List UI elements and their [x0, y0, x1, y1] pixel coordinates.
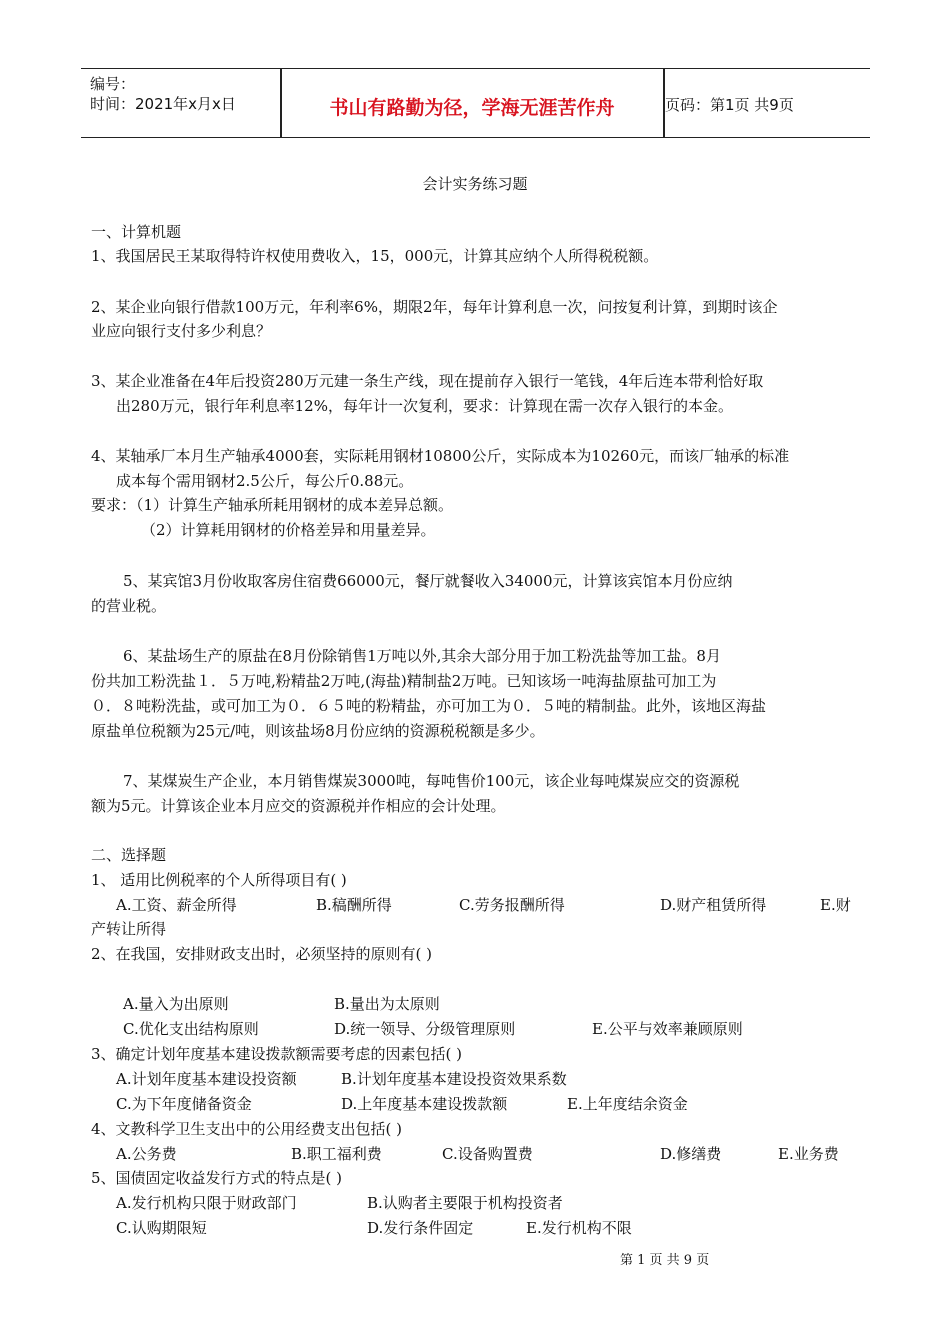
- choice-5-option-b: B.认购者主要限于机构投资者: [367, 1194, 563, 1212]
- choice-1-option-c: C.劳务报酬所得: [459, 896, 565, 914]
- choice-2-stem: 2、在我国，安排财政支出时，必须坚持的原则有( ): [91, 945, 433, 963]
- question-6-line-2: 份共加工粉洗盐１．５万吨,粉精盐2万吨,(海盐)精制盐2万吨。已知该场一吨海盐原盐可加工为: [91, 672, 717, 690]
- question-5-line-2: 的营业税。: [91, 597, 167, 615]
- choice-3-stem: 3、确定计划年度基本建设拨款额需要考虑的因素包括( ): [91, 1045, 463, 1063]
- choice-3-option-d: D.上年度基本建设拨款额: [341, 1095, 508, 1113]
- choice-4-option-a: A.公务费: [116, 1145, 177, 1163]
- question-7-line-1: 7、某煤炭生产企业，本月销售煤炭3000吨，每吨售价100元，该企业每吨煤炭应交的资源税: [123, 772, 740, 790]
- page-footer: 第 1 页 共 9 页: [620, 1253, 710, 1268]
- document-header: [81, 68, 870, 138]
- choice-2-option-c: C.优化支出结构原则: [123, 1020, 259, 1038]
- header-motto: 书山有路勤为径，学海无涯苦作舟: [329, 97, 615, 119]
- question-4-line-2: 成本每个需用钢材2.5公斤，每公斤0.88元。: [116, 472, 414, 490]
- choice-1-option-e-continued: 产转让所得: [91, 920, 167, 938]
- choice-4-option-b: B.职工福利费: [291, 1145, 382, 1163]
- section-heading-calculation: 一、计算机题: [91, 223, 182, 241]
- question-3-line-1: 3、某企业准备在4年后投资280万元建一条生产线，现在提前存入银行一笔钱，4年后连本带利恰好取: [91, 372, 764, 390]
- question-6-line-3: ０．８吨粉洗盐，或可加工为０．６５吨的粉精盐，亦可加工为０．５吨的精制盐。此外，该地区海盐: [91, 697, 767, 715]
- question-4-requirement-2: （2）计算耗用钢材的价格差异和用量差异。: [141, 521, 436, 539]
- question-6-line-4: 原盐单位税额为25元/吨，则该盐场8月份应纳的资源税税额是多少。: [91, 722, 545, 740]
- choice-4-stem: 4、文教科学卫生支出中的公用经费支出包括( ): [91, 1120, 403, 1138]
- choice-2-option-a: A.量入为出原则: [123, 995, 229, 1013]
- choice-1-stem: 1、 适用比例税率的个人所得项目有( ): [91, 871, 347, 889]
- question-4-line-1: 4、某轴承厂本月生产轴承4000套，实际耗用钢材10800公斤，实际成本为10260元，而该厂轴承的标准: [91, 447, 790, 465]
- choice-3-option-e: E.上年度结余资金: [567, 1095, 688, 1113]
- choice-5-option-a: A.发行机构只限于财政部门: [116, 1194, 297, 1212]
- document-title: 会计实务练习题: [422, 175, 528, 193]
- choice-1-option-a: A.工资、薪金所得: [116, 896, 237, 914]
- choice-4-option-e: E.业务费: [778, 1145, 839, 1163]
- section-heading-choice: 二、选择题: [91, 846, 167, 864]
- question-1: 1、我国居民王某取得特许权使用费收入，15，000元，计算其应纳个人所得税税额。: [91, 247, 659, 265]
- header-page-info: 页码：第1页 共9页: [665, 96, 794, 114]
- choice-3-option-c: C.为下年度储备资金: [116, 1095, 252, 1113]
- choice-5-option-e: E.发行机构不限: [526, 1219, 632, 1237]
- document-number-label: 编号：: [90, 75, 136, 93]
- choice-2-option-d: D.统一领导、分级管理原则: [334, 1020, 516, 1038]
- choice-3-option-b: B.计划年度基本建设投资效果系数: [341, 1070, 567, 1088]
- question-2-line-1: 2、某企业向银行借款100万元，年利率6%，期限2年，每年计算利息一次，问按复利计算，到期时该企: [91, 298, 778, 316]
- question-5-line-1: 5、某宾馆3月份收取客房住宿费66000元，餐厅就餐收入34000元，计算该宾馆本月份应纳: [123, 572, 733, 590]
- choice-2-option-e: E.公平与效率兼顾原则: [592, 1020, 743, 1038]
- choice-1-option-b: B.稿酬所得: [316, 896, 392, 914]
- question-3-line-2: 出280万元，银行年利息率12%，每年计一次复利，要求：计算现在需一次存入银行的本金。: [116, 397, 733, 415]
- question-6-line-1: 6、某盐场生产的原盐在8月份除销售1万吨以外,其余大部分用于加工粉洗盐等加工盐。8月: [123, 647, 721, 665]
- choice-2-option-b: B.量出为太原则: [334, 995, 440, 1013]
- choice-1-option-d: D.财产租赁所得: [660, 896, 767, 914]
- choice-1-option-e: E.财: [820, 896, 851, 914]
- question-2-line-2: 业应向银行支付多少利息？: [91, 322, 272, 340]
- question-4-requirement-1: 要求：（1）计算生产轴承所耗用钢材的成本差异总额。: [91, 496, 454, 514]
- choice-4-option-c: C.设备购置费: [442, 1145, 533, 1163]
- choice-5-stem: 5、国债固定收益发行方式的特点是( ): [91, 1169, 343, 1187]
- choice-3-option-a: A.计划年度基本建设投资额: [116, 1070, 297, 1088]
- choice-5-option-d: D.发行条件固定: [367, 1219, 474, 1237]
- question-7-line-2: 额为5元。计算该企业本月应交的资源税并作相应的会计处理。: [91, 797, 506, 815]
- choice-5-option-c: C.认购期限短: [116, 1219, 207, 1237]
- choice-4-option-d: D.修缮费: [660, 1145, 722, 1163]
- document-date: 时间：2021年x月x日: [90, 95, 236, 113]
